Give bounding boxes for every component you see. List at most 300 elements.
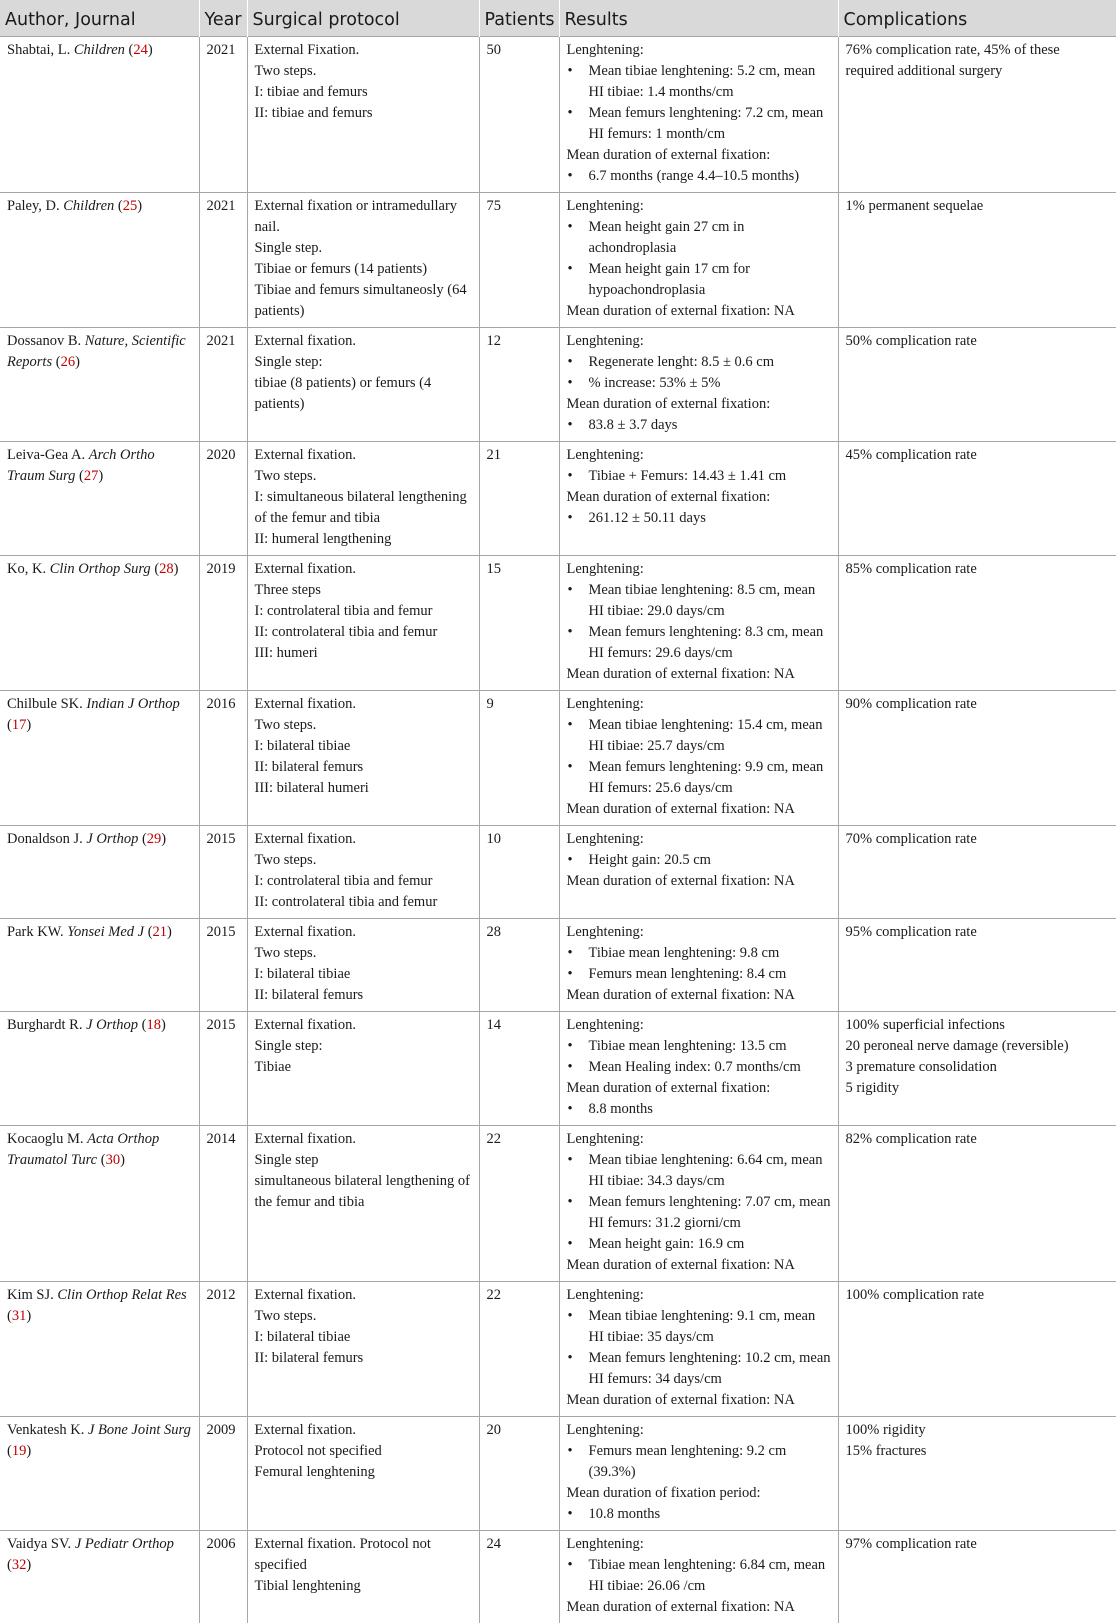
result-bullet-item xyxy=(567,1441,831,1483)
journal-name: J Orthop xyxy=(86,1017,138,1033)
journal-name: Acta Orthop Traumatol Turc xyxy=(7,1131,159,1168)
reference-link[interactable]: 30 xyxy=(106,1152,121,1168)
complications-cell xyxy=(838,1282,1116,1417)
complications-cell xyxy=(838,328,1116,442)
result-bullet-item xyxy=(567,964,831,985)
result-bullet-item xyxy=(567,103,831,145)
complication-line: 100% rigidity xyxy=(846,1420,1110,1441)
author-journal-cell: Park KW. Yonsei Med J (21) xyxy=(0,919,199,1012)
year-cell: 2021 xyxy=(199,37,247,193)
result-bullet-text: Mean tibiae lenghtening: 6.64 cm, mean HI tibiae: 34.3 days/cm xyxy=(589,1150,831,1192)
author-name: Kim SJ. xyxy=(7,1287,54,1303)
protocol-line: III: humeri xyxy=(255,643,472,664)
bullet-icon: • xyxy=(567,166,589,187)
author-name: Park KW. xyxy=(7,924,64,940)
protocol-line: I: controlateral tibia and femur xyxy=(255,871,472,892)
complication-line: 90% complication rate xyxy=(846,694,1110,715)
result-bullet-item xyxy=(567,850,831,871)
protocol-line: External fixation or intramedullary nail. xyxy=(255,196,472,238)
result-bullet-text: Mean femurs lenghtening: 7.07 cm, mean HI femurs: 31.2 giorni/cm xyxy=(589,1192,831,1234)
result-bullet-item xyxy=(567,1306,831,1348)
patients-cell: 10 xyxy=(479,826,559,919)
result-bullet-text: % increase: 53% ± 5% xyxy=(589,373,831,394)
result-bullet-text: 6.7 months (range 4.4–10.5 months) xyxy=(589,166,831,187)
table-row xyxy=(0,193,1116,328)
author-journal-cell: Kocaoglu M. Acta Orthop Traumatol Turc (30) xyxy=(0,1126,199,1282)
protocol-line: Single step: xyxy=(255,352,472,373)
results-cell xyxy=(559,1126,838,1282)
protocol-cell xyxy=(247,1417,479,1531)
reference-link[interactable]: 21 xyxy=(153,924,168,940)
protocol-line: II: bilateral femurs xyxy=(255,985,472,1006)
complications-cell xyxy=(838,193,1116,328)
journal-name: Children xyxy=(74,42,125,58)
author-journal-cell: Venkatesh K. J Bone Joint Surg (19) xyxy=(0,1417,199,1531)
protocol-line: External fixation. xyxy=(255,829,472,850)
result-bullet-item xyxy=(567,61,831,103)
patients-cell: 9 xyxy=(479,691,559,826)
author-name: Venkatesh K. xyxy=(7,1422,84,1438)
bullet-icon: • xyxy=(567,943,589,964)
table-row xyxy=(0,919,1116,1012)
protocol-cell xyxy=(247,37,479,193)
year-cell: 2020 xyxy=(199,442,247,556)
author-name: Kocaoglu M. xyxy=(7,1131,84,1147)
result-line: Mean duration of external fixation: NA xyxy=(567,1597,831,1618)
result-bullet-item xyxy=(567,1057,831,1078)
header-complications: Complications xyxy=(838,0,1116,37)
results-cell xyxy=(559,442,838,556)
protocol-cell xyxy=(247,1282,479,1417)
result-bullet-item xyxy=(567,757,831,799)
complications-cell xyxy=(838,37,1116,193)
patients-cell: 24 xyxy=(479,1531,559,1623)
author-name: Dossanov B. xyxy=(7,333,81,349)
journal-name: Yonsei Med J xyxy=(67,924,144,940)
table-row xyxy=(0,1012,1116,1126)
bullet-icon: • xyxy=(567,61,589,103)
bullet-icon: • xyxy=(567,622,589,664)
author-journal-cell: Kim SJ. Clin Orthop Relat Res (31) xyxy=(0,1282,199,1417)
result-bullet-text: 83.8 ± 3.7 days xyxy=(589,415,831,436)
bullet-icon: • xyxy=(567,1348,589,1390)
result-bullet-item xyxy=(567,1036,831,1057)
result-line: Lenghtening: xyxy=(567,40,831,61)
reference-link[interactable]: 26 xyxy=(61,354,76,370)
result-bullet-item xyxy=(567,217,831,259)
result-line: Mean duration of external fixation: NA xyxy=(567,985,831,1006)
result-line: Mean duration of external fixation: xyxy=(567,1078,831,1099)
bullet-icon: • xyxy=(567,1192,589,1234)
reference-link[interactable]: 25 xyxy=(123,198,138,214)
header-patients: Patients xyxy=(479,0,559,37)
journal-name: J Bone Joint Surg xyxy=(88,1422,191,1438)
complications-cell xyxy=(838,442,1116,556)
complications-cell xyxy=(838,556,1116,691)
result-bullet-text: Mean femurs lenghtening: 7.2 cm, mean HI femurs: 1 month/cm xyxy=(589,103,831,145)
result-bullet-text: Mean tibiae lenghtening: 9.1 cm, mean HI tibiae: 35 days/cm xyxy=(589,1306,831,1348)
protocol-line: Tibiae xyxy=(255,1057,472,1078)
protocol-line: External fixation. xyxy=(255,1420,472,1441)
results-cell xyxy=(559,556,838,691)
protocol-cell xyxy=(247,1531,479,1623)
protocol-line: Three steps xyxy=(255,580,472,601)
result-bullet-text: Mean height gain: 16.9 cm xyxy=(589,1234,831,1255)
protocol-cell xyxy=(247,193,479,328)
patients-cell: 28 xyxy=(479,919,559,1012)
protocol-line: simultaneous bilateral lengthening of the femur and tibia xyxy=(255,1171,472,1213)
result-line: Mean duration of external fixation: xyxy=(567,487,831,508)
author-name: Shabtai, L. xyxy=(7,42,70,58)
result-bullet-item xyxy=(567,373,831,394)
result-line: Lenghtening: xyxy=(567,1129,831,1150)
complication-line: 100% superficial infections xyxy=(846,1015,1110,1036)
result-line: Mean duration of fixation period: xyxy=(567,1483,831,1504)
journal-name: Clin Orthop Relat Res xyxy=(57,1287,186,1303)
protocol-line: Single step: xyxy=(255,1036,472,1057)
reference-link[interactable]: 19 xyxy=(12,1443,27,1459)
result-bullet-text: Tibiae mean lenghtening: 9.8 cm xyxy=(589,943,831,964)
result-line: Lenghtening: xyxy=(567,922,831,943)
protocol-line: Tibiae and femurs simultaneosly (64 patients) xyxy=(255,280,472,322)
result-bullet-text: 261.12 ± 50.11 days xyxy=(589,508,831,529)
protocol-line: External fixation. xyxy=(255,694,472,715)
author-name: Chilbule SK. xyxy=(7,696,83,712)
author-journal-cell: Paley, D. Children (25) xyxy=(0,193,199,328)
author-name: Paley, D. xyxy=(7,198,60,214)
bullet-icon: • xyxy=(567,580,589,622)
result-line: Lenghtening: xyxy=(567,1420,831,1441)
journal-name: J Orthop xyxy=(86,831,138,847)
result-bullet-text: Height gain: 20.5 cm xyxy=(589,850,831,871)
protocol-line: I: controlateral tibia and femur xyxy=(255,601,472,622)
bullet-icon: • xyxy=(567,217,589,259)
journal-name: Nature, Scientific Reports xyxy=(7,333,186,370)
bullet-icon: • xyxy=(567,964,589,985)
protocol-line: II: tibiae and femurs xyxy=(255,103,472,124)
protocol-line: Two steps. xyxy=(255,715,472,736)
reference-link[interactable]: 31 xyxy=(12,1308,27,1324)
journal-name: Arch Ortho Traum Surg xyxy=(7,447,155,484)
bullet-icon: • xyxy=(567,1150,589,1192)
result-line: Mean duration of external fixation: NA xyxy=(567,301,831,322)
patients-cell: 15 xyxy=(479,556,559,691)
header-year: Year xyxy=(199,0,247,37)
result-bullet-item xyxy=(567,415,831,436)
protocol-cell xyxy=(247,1126,479,1282)
protocol-cell xyxy=(247,691,479,826)
journal-name: Indian J Orthop xyxy=(86,696,179,712)
complication-line: 100% complication rate xyxy=(846,1285,1110,1306)
year-cell: 2015 xyxy=(199,826,247,919)
table-row xyxy=(0,1282,1116,1417)
result-bullet-text: Tibiae mean lenghtening: 13.5 cm xyxy=(589,1036,831,1057)
results-cell xyxy=(559,37,838,193)
table-body xyxy=(0,37,1116,1623)
complication-line: 95% complication rate xyxy=(846,922,1110,943)
result-line: Mean duration of external fixation: NA xyxy=(567,1255,831,1276)
author-name: Donaldson J. xyxy=(7,831,83,847)
result-bullet-text: Mean height gain 27 cm in achondroplasia xyxy=(589,217,831,259)
patients-cell: 14 xyxy=(479,1012,559,1126)
author-name: Burghardt R. xyxy=(7,1017,82,1033)
bullet-icon: • xyxy=(567,757,589,799)
protocol-line: Two steps. xyxy=(255,466,472,487)
bullet-icon: • xyxy=(567,1057,589,1078)
result-bullet-text: Mean femurs lenghtening: 9.9 cm, mean HI femurs: 25.6 days/cm xyxy=(589,757,831,799)
protocol-line: External Fixation. xyxy=(255,40,472,61)
complication-line: 85% complication rate xyxy=(846,559,1110,580)
protocol-cell xyxy=(247,328,479,442)
protocol-cell xyxy=(247,919,479,1012)
complication-line: 20 peroneal nerve damage (reversible) xyxy=(846,1036,1110,1057)
protocol-line: External fixation. xyxy=(255,445,472,466)
complication-line: 97% complication rate xyxy=(846,1534,1110,1555)
table-row xyxy=(0,328,1116,442)
bullet-icon: • xyxy=(567,1099,589,1120)
protocol-cell xyxy=(247,1012,479,1126)
year-cell: 2014 xyxy=(199,1126,247,1282)
result-bullet-item xyxy=(567,1504,831,1525)
result-bullet-item xyxy=(567,1192,831,1234)
protocol-line: Single step. xyxy=(255,238,472,259)
result-bullet-text: Mean tibiae lenghtening: 8.5 cm, mean HI tibiae: 29.0 days/cm xyxy=(589,580,831,622)
result-bullet-text: Mean tibiae lenghtening: 5.2 cm, mean HI tibiae: 1.4 months/cm xyxy=(589,61,831,103)
result-bullet-item xyxy=(567,259,831,301)
author-name: Leiva-Gea A. xyxy=(7,447,85,463)
results-cell xyxy=(559,691,838,826)
result-bullet-text: Mean height gain 17 cm for hypoachondroplasia xyxy=(589,259,831,301)
results-cell xyxy=(559,919,838,1012)
result-bullet-text: Femurs mean lenghtening: 8.4 cm xyxy=(589,964,831,985)
protocol-line: Protocol not specified xyxy=(255,1441,472,1462)
complication-line: 1% permanent sequelae xyxy=(846,196,1110,217)
result-line: Mean duration of external fixation: NA xyxy=(567,1390,831,1411)
header-author-journal: Author, Journal xyxy=(0,0,199,37)
header-row xyxy=(0,0,1116,37)
table-row xyxy=(0,37,1116,193)
year-cell: 2012 xyxy=(199,1282,247,1417)
complication-line: 70% complication rate xyxy=(846,829,1110,850)
result-bullet-text: Regenerate lenght: 8.5 ± 0.6 cm xyxy=(589,352,831,373)
journal-name: Children xyxy=(63,198,114,214)
author-journal-cell: Dossanov B. Nature, Scientific Reports (26) xyxy=(0,328,199,442)
result-bullet-text: Tibiae + Femurs: 14.43 ± 1.41 cm xyxy=(589,466,831,487)
bullet-icon: • xyxy=(567,1504,589,1525)
complication-line: 50% complication rate xyxy=(846,331,1110,352)
patients-cell: 22 xyxy=(479,1282,559,1417)
complications-cell xyxy=(838,691,1116,826)
year-cell: 2009 xyxy=(199,1417,247,1531)
bullet-icon: • xyxy=(567,466,589,487)
header-surgical-protocol: Surgical protocol xyxy=(247,0,479,37)
protocol-line: Tibiae or femurs (14 patients) xyxy=(255,259,472,280)
protocol-line: External fixation. xyxy=(255,1129,472,1150)
results-cell xyxy=(559,1012,838,1126)
patients-cell: 21 xyxy=(479,442,559,556)
reference-link[interactable]: 29 xyxy=(147,831,162,847)
result-bullet-text: 8.8 months xyxy=(589,1099,831,1120)
bullet-icon: • xyxy=(567,259,589,301)
results-cell xyxy=(559,328,838,442)
protocol-line: II: controlateral tibia and femur xyxy=(255,892,472,913)
patients-cell: 22 xyxy=(479,1126,559,1282)
table-row xyxy=(0,1126,1116,1282)
result-bullet-text: Mean Healing index: 0.7 months/cm xyxy=(589,1057,831,1078)
result-line: Lenghtening: xyxy=(567,445,831,466)
author-journal-cell: Chilbule SK. Indian J Orthop (17) xyxy=(0,691,199,826)
protocol-line: External fixation. xyxy=(255,1285,472,1306)
protocol-line: Two steps. xyxy=(255,850,472,871)
result-bullet-item xyxy=(567,1099,831,1120)
patients-cell: 20 xyxy=(479,1417,559,1531)
table-row xyxy=(0,442,1116,556)
result-bullet-text: Mean femurs lenghtening: 8.3 cm, mean HI femurs: 29.6 days/cm xyxy=(589,622,831,664)
author-name: Ko, K. xyxy=(7,561,46,577)
result-bullet-item xyxy=(567,352,831,373)
result-line: Lenghtening: xyxy=(567,331,831,352)
author-journal-cell: Donaldson J. J Orthop (29) xyxy=(0,826,199,919)
result-bullet-item xyxy=(567,508,831,529)
protocol-line: I: bilateral tibiae xyxy=(255,1327,472,1348)
complications-cell xyxy=(838,1126,1116,1282)
header-results: Results xyxy=(559,0,838,37)
result-line: Lenghtening: xyxy=(567,196,831,217)
result-line: Lenghtening: xyxy=(567,1534,831,1555)
complication-line: 82% complication rate xyxy=(846,1129,1110,1150)
author-name: Vaidya SV. xyxy=(7,1536,71,1552)
result-bullet-item xyxy=(567,466,831,487)
reference-link[interactable]: 32 xyxy=(12,1557,27,1573)
complication-line: 15% fractures xyxy=(846,1441,1110,1462)
patients-cell: 75 xyxy=(479,193,559,328)
patients-cell: 50 xyxy=(479,37,559,193)
reference-link[interactable]: 28 xyxy=(159,561,174,577)
author-journal-cell: Burghardt R. J Orthop (18) xyxy=(0,1012,199,1126)
protocol-line: II: humeral lengthening xyxy=(255,529,472,550)
protocol-line: Tibial lenghtening xyxy=(255,1576,472,1597)
bullet-icon: • xyxy=(567,1234,589,1255)
bullet-icon: • xyxy=(567,850,589,871)
bullet-icon: • xyxy=(567,103,589,145)
bullet-icon: • xyxy=(567,715,589,757)
protocol-line: External fixation. Protocol not specified xyxy=(255,1534,472,1576)
year-cell: 2019 xyxy=(199,556,247,691)
complications-cell xyxy=(838,1531,1116,1623)
reference-link[interactable]: 18 xyxy=(147,1017,162,1033)
result-bullet-text: Tibiae mean lenghtening: 6.84 cm, mean HI tibiae: 26.06 /cm xyxy=(589,1555,831,1597)
protocol-line: External fixation. xyxy=(255,331,472,352)
result-bullet-text: Mean femurs lenghtening: 10.2 cm, mean HI femurs: 34 days/cm xyxy=(589,1348,831,1390)
protocol-line: Single step xyxy=(255,1150,472,1171)
protocol-line: tibiae (8 patients) or femurs (4 patients) xyxy=(255,373,472,415)
results-cell xyxy=(559,1531,838,1623)
protocol-line: Two steps. xyxy=(255,61,472,82)
protocol-line: Two steps. xyxy=(255,943,472,964)
year-cell: 2021 xyxy=(199,328,247,442)
protocol-cell xyxy=(247,442,479,556)
result-line: Mean duration of external fixation: NA xyxy=(567,871,831,892)
result-bullet-item xyxy=(567,622,831,664)
protocol-line: Two steps. xyxy=(255,1306,472,1327)
protocol-line: II: bilateral femurs xyxy=(255,757,472,778)
result-line: Mean duration of external fixation: NA xyxy=(567,664,831,685)
result-bullet-item xyxy=(567,715,831,757)
year-cell: 2015 xyxy=(199,1012,247,1126)
complications-cell xyxy=(838,919,1116,1012)
protocol-line: I: bilateral tibiae xyxy=(255,964,472,985)
year-cell: 2006 xyxy=(199,1531,247,1623)
reference-link[interactable]: 24 xyxy=(133,42,148,58)
bullet-icon: • xyxy=(567,1036,589,1057)
result-bullet-item xyxy=(567,166,831,187)
result-line: Lenghtening: xyxy=(567,559,831,580)
protocol-cell xyxy=(247,826,479,919)
result-line: Lenghtening: xyxy=(567,1015,831,1036)
result-bullet-text: Mean tibiae lenghtening: 15.4 cm, mean HI tibiae: 25.7 days/cm xyxy=(589,715,831,757)
complications-cell xyxy=(838,1417,1116,1531)
complications-cell xyxy=(838,1012,1116,1126)
table-row xyxy=(0,556,1116,691)
reference-link[interactable]: 27 xyxy=(84,468,99,484)
author-journal-cell: Shabtai, L. Children (24) xyxy=(0,37,199,193)
complication-line: 5 rigidity xyxy=(846,1078,1110,1099)
author-journal-cell: Leiva-Gea A. Arch Ortho Traum Surg (27) xyxy=(0,442,199,556)
protocol-cell xyxy=(247,556,479,691)
protocol-line: III: bilateral humeri xyxy=(255,778,472,799)
complication-line: 76% complication rate, 45% of these required additional surgery xyxy=(846,40,1110,82)
bullet-icon: • xyxy=(567,415,589,436)
reference-link[interactable]: 17 xyxy=(12,717,27,733)
result-line: Mean duration of external fixation: xyxy=(567,145,831,166)
complications-cell xyxy=(838,826,1116,919)
table-row xyxy=(0,691,1116,826)
patients-cell: 12 xyxy=(479,328,559,442)
bullet-icon: • xyxy=(567,1441,589,1483)
author-journal-cell: Ko, K. Clin Orthop Surg (28) xyxy=(0,556,199,691)
result-line: Lenghtening: xyxy=(567,1285,831,1306)
protocol-line: Femural lenghtening xyxy=(255,1462,472,1483)
journal-name: J Pediatr Orthop xyxy=(75,1536,174,1552)
protocol-line: II: controlateral tibia and femur xyxy=(255,622,472,643)
bullet-icon: • xyxy=(567,508,589,529)
year-cell: 2021 xyxy=(199,193,247,328)
result-line: Mean duration of external fixation: NA xyxy=(567,799,831,820)
result-bullet-item xyxy=(567,943,831,964)
result-bullet-item xyxy=(567,1234,831,1255)
complication-line: 45% complication rate xyxy=(846,445,1110,466)
complication-line: 3 premature consolidation xyxy=(846,1057,1110,1078)
table-row xyxy=(0,826,1116,919)
journal-name: Clin Orthop Surg xyxy=(50,561,151,577)
bullet-icon: • xyxy=(567,373,589,394)
protocol-line: II: bilateral femurs xyxy=(255,1348,472,1369)
results-cell xyxy=(559,1417,838,1531)
protocol-line: I: tibiae and femurs xyxy=(255,82,472,103)
results-cell xyxy=(559,1282,838,1417)
protocol-line: External fixation. xyxy=(255,1015,472,1036)
result-line: Lenghtening: xyxy=(567,694,831,715)
result-bullet-text: Femurs mean lenghtening: 9.2 cm (39.3%) xyxy=(589,1441,831,1483)
result-line: Mean duration of external fixation: xyxy=(567,394,831,415)
bullet-icon: • xyxy=(567,352,589,373)
result-bullet-text: 10.8 months xyxy=(589,1504,831,1525)
result-bullet-item xyxy=(567,1348,831,1390)
year-cell: 2016 xyxy=(199,691,247,826)
result-bullet-item xyxy=(567,1150,831,1192)
result-line: Lenghtening: xyxy=(567,829,831,850)
table-row xyxy=(0,1531,1116,1623)
